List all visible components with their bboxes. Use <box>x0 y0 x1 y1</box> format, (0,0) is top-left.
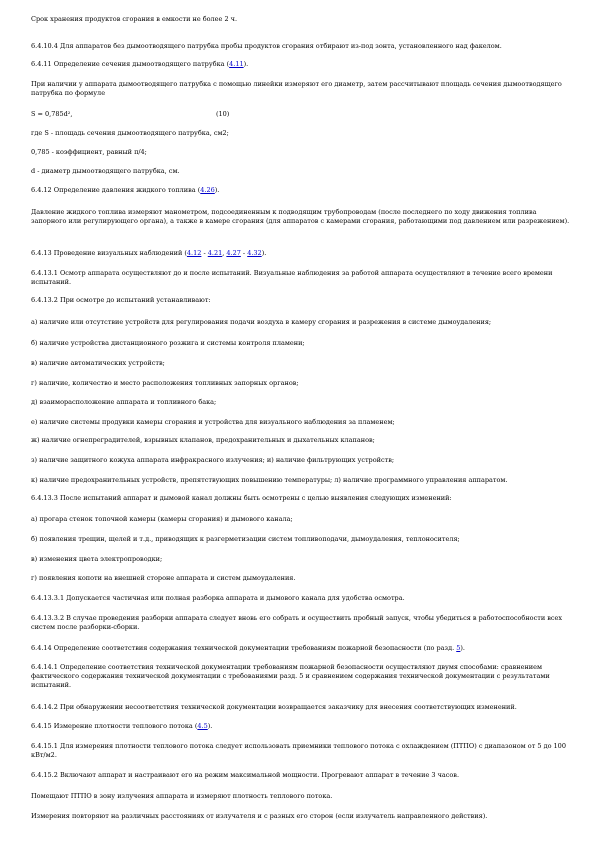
paragraph: При наличии у аппарата дымоотводящего патрубка с помощью линейки измеряют его диаметр, затем рассчитывают площадь сечения дымоотводящего патрубка по формуле <box>31 80 562 97</box>
link-section[interactable]: 5 <box>456 644 461 652</box>
link-clause[interactable]: 4.5 <box>197 722 208 730</box>
list-item: г) наличие, количество и место расположения топливных запорных органов; <box>31 379 299 387</box>
paragraph: 6.4.13.1 Осмотр аппарата осуществляют до и после испытаний. Визуальные наблюдения за работой аппарата осуществляют в течение всего времени испытаний. <box>31 269 553 286</box>
paragraph: 6.4.13 Проведение визуальных наблюдений (4.12 - 4.21, 4.27 - 4.32). <box>31 249 267 257</box>
list-item: е) наличие системы продувки камеры сгорания и устройства для визуального наблюдения за пламенем; <box>31 418 395 426</box>
list-item: а) наличие или отсутствие устройств для регулирования подачи воздуха в камеру сгорания и разрежения в системе дымоудаления; <box>31 318 492 326</box>
list-item: а) прогара стенок топочной камеры (камеры сгорания) и дымового канала; <box>31 515 293 523</box>
list-item: б) наличие устройства дистанционного розжига и системы контроля пламени; <box>31 339 305 347</box>
paragraph: 6.4.13.2 При осмотре до испытаний устанавливают: <box>31 296 211 304</box>
paragraph: 6.4.15 Измерение плотности теплового потока (4.5). <box>31 722 213 730</box>
link-clause[interactable]: 4.26 <box>200 186 215 194</box>
paragraph: 6.4.14 Определение соответствия содержания технической документации требованиям пожарной безопасности (по разд. 5). <box>31 644 465 652</box>
paragraph: 6.4.13.3 После испытаний аппарат и дымовой канал должны быть осмотрены с целью выявления следующих изменений: <box>31 494 452 502</box>
paragraph: 6.4.12 Определение давления жидкого топлива (4.26). <box>31 186 220 194</box>
paragraph: 6.4.15.2 Включают аппарат и настраивают его на режим максимальной мощности. Прогревают аппарат в течение 3 часов. <box>31 771 460 779</box>
link-clause[interactable]: 4.11 <box>229 60 244 68</box>
paragraph: 6.4.11 Определение сечения дымоотводящего патрубка (4.11). <box>31 60 249 68</box>
paragraph: Срок хранения продуктов сгорания в емкости не более 2 ч. <box>31 15 238 23</box>
paragraph: 6.4.13.3.1 Допускается частичная или полная разборка аппарата и дымового канала для удобства осмотра. <box>31 594 405 602</box>
paragraph: 0,785 - коэффициент, равный π/4; <box>31 148 147 156</box>
formula-number: (10) <box>216 110 230 118</box>
paragraph: Помещают ПТПО в зону излучения аппарата и измеряют плотность теплового потока. <box>31 792 333 800</box>
paragraph: 6.4.13.3.2 В случае проведения разборки аппарата следует вновь его собрать и осуществить пробный запуск, чтобы убедиться в работоспособности всех систем после разборки-сборки. <box>31 614 563 631</box>
link-clause[interactable]: 4.21 <box>207 249 223 257</box>
paragraph: Измерения повторяют на различных расстояниях от излучателя и с разных его сторон (если излучатель направленного действия). <box>31 812 488 820</box>
paragraph: где S - площадь сечения дымоотводящего патрубка, см2; <box>31 129 229 137</box>
paragraph: 6.4.14.1 Определение соответствия технической документации требованиям пожарной безопасности осуществляют двумя способами: сравнением фактического содержания технической документации с требованиями разд. 5 и сравнением содержания технической документации с результатами испытаний. <box>31 663 550 689</box>
list-item: в) изменения цвета электропроводки; <box>31 555 163 563</box>
paragraph: 6.4.14.2 При обнаружении несоответствия технической документации возвращается заказчику для внесения соответствующих изменений. <box>31 703 517 711</box>
paragraph: Давление жидкого топлива измеряют манометром, подсоединенным к подводящим трубопроводам (после последнего по ходу движения топлива запорного или регулирующего органа), а также в камере сгорания (для аппаратов с камерами сгорания, работающими под давлением или разрежением). <box>31 208 570 225</box>
paragraph: 6.4.15.1 Для измерения плотности теплового потока следует использовать приемники теплового потока с охлаждением (ПТПО) с диапазоном от 5 до 100 кВт/м2. <box>31 742 566 759</box>
formula-expression: S = 0,785d², <box>31 110 73 118</box>
formula <box>31 110 229 119</box>
list-item: б) появления трещин, щелей и т.д., приводящих к разгерметизации систем топливоподачи, дымоудаления, теплоносителя; <box>31 535 460 543</box>
list-item: г) появления копоти на внешней стороне аппарата и систем дымоудаления. <box>31 574 296 582</box>
paragraph: 6.4.10.4 Для аппаратов без дымоотводящего патрубка пробы продуктов сгорания отбирают из-под зонта, установленного над факелом. <box>31 42 502 50</box>
link-clause[interactable]: 4.32 <box>247 249 262 257</box>
list-item: з) наличие защитного кожуха аппарата инфракрасного излучения; и) наличие фильтрующих устройств; <box>31 456 395 464</box>
list-item: в) наличие автоматических устройств; <box>31 359 165 367</box>
list-item: к) наличие предохранительных устройств, препятствующих повышению температуры; л) наличие программного управления аппаратом. <box>31 476 508 484</box>
paragraph: d - диаметр дымоотводящего патрубка, см. <box>31 167 180 175</box>
list-item: д) взаиморасположение аппарата и топливного бака; <box>31 398 217 406</box>
link-clause[interactable]: 4.12 <box>186 249 202 257</box>
list-item: ж) наличие огнепреградителей, взрывных клапанов, предохранительных и дыхательных клапанов; <box>31 436 375 444</box>
link-clause[interactable]: 4.27 <box>226 249 241 257</box>
